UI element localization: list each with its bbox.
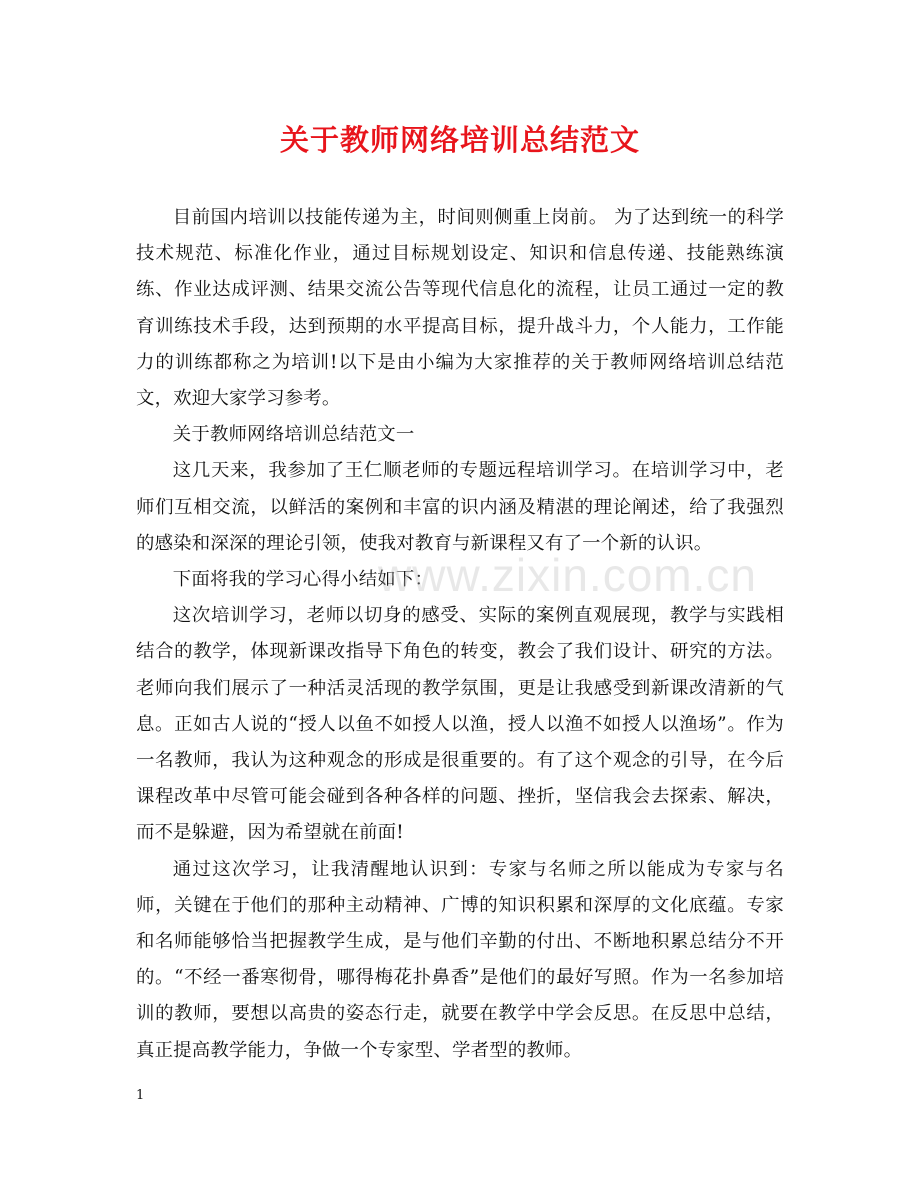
document-body — [136, 200, 784, 1069]
watermark: www.zixin.com.cn — [378, 549, 757, 601]
document-title: 关于教师网络培训总结范文 — [279, 123, 640, 157]
section-heading: 关于教师网络培训总结范文一 — [172, 424, 415, 446]
body-paragraph: 这几天来，我参加了王仁顺老师的专题远程培训学习。在培训学习中，老师们互相交流，以鲜活的案例和丰富的识内涵及精湛的理论阐述，给了我强烈的感染和深深的理论引领，使我对教育与新课程又有了一个新的认识。 — [136, 460, 784, 554]
body-paragraph: 这次培训学习，老师以切身的感受、实际的案例直观展现，教学与实践相结合的教学，体现新课改指导下角色的转变，教会了我们设计、研究的方法。老师向我们展示了一种活灵活现的教学氛围，更是让我感受到新课改清新的气息。正如古人说的“授人以鱼不如授人以渔，授人以渔不如授人以渔场”。作为一名教师，我认为这种观念的形成是很重要的。有了这个观念的引导，在今后课程改革中尽管可能会碰到各种各样的问题、挫折，坚信我会去探索、解决，而不是躲避，因为希望就在前面! — [136, 605, 784, 844]
body-paragraph: 通过这次学习，让我清醒地认识到：专家与名师之所以能成为专家与名师，关键在于他们的那种主动精神、广博的知识积累和深厚的文化底蕴。专家和名师能够恰当把握教学生成，是与他们辛勤的付出、不断地积累总结分不开的。“不经一番寒彻骨，哪得梅花扑鼻香”是他们的最好写照。作为一名参加培训的教师，要想以高贵的姿态行走，就要在教学中学会反思。在反思中总结，真正提高教学能力，争做一个专家型、学者型的教师。 — [136, 858, 784, 1061]
intro-paragraph: 目前国内培训以技能传递为主，时间则侧重上岗前。 为了达到统一的科学技术规范、标准化作业，通过目标规划设定、知识和信息传递、技能熟练演练、作业达成评测、结果交流公告等现代信息化的流程，让员工通过一定的教育训练技术手段，达到预期的水平提高目标，提升战斗力，个人能力，工作能力的训练都称之为培训!以下是由小编为大家推荐的关于教师网络培训总结范文，欢迎大家学习参考。 — [136, 207, 784, 410]
page-number: 1 — [136, 1088, 145, 1103]
body-paragraph: 下面将我的学习心得小结如下： — [172, 569, 434, 591]
